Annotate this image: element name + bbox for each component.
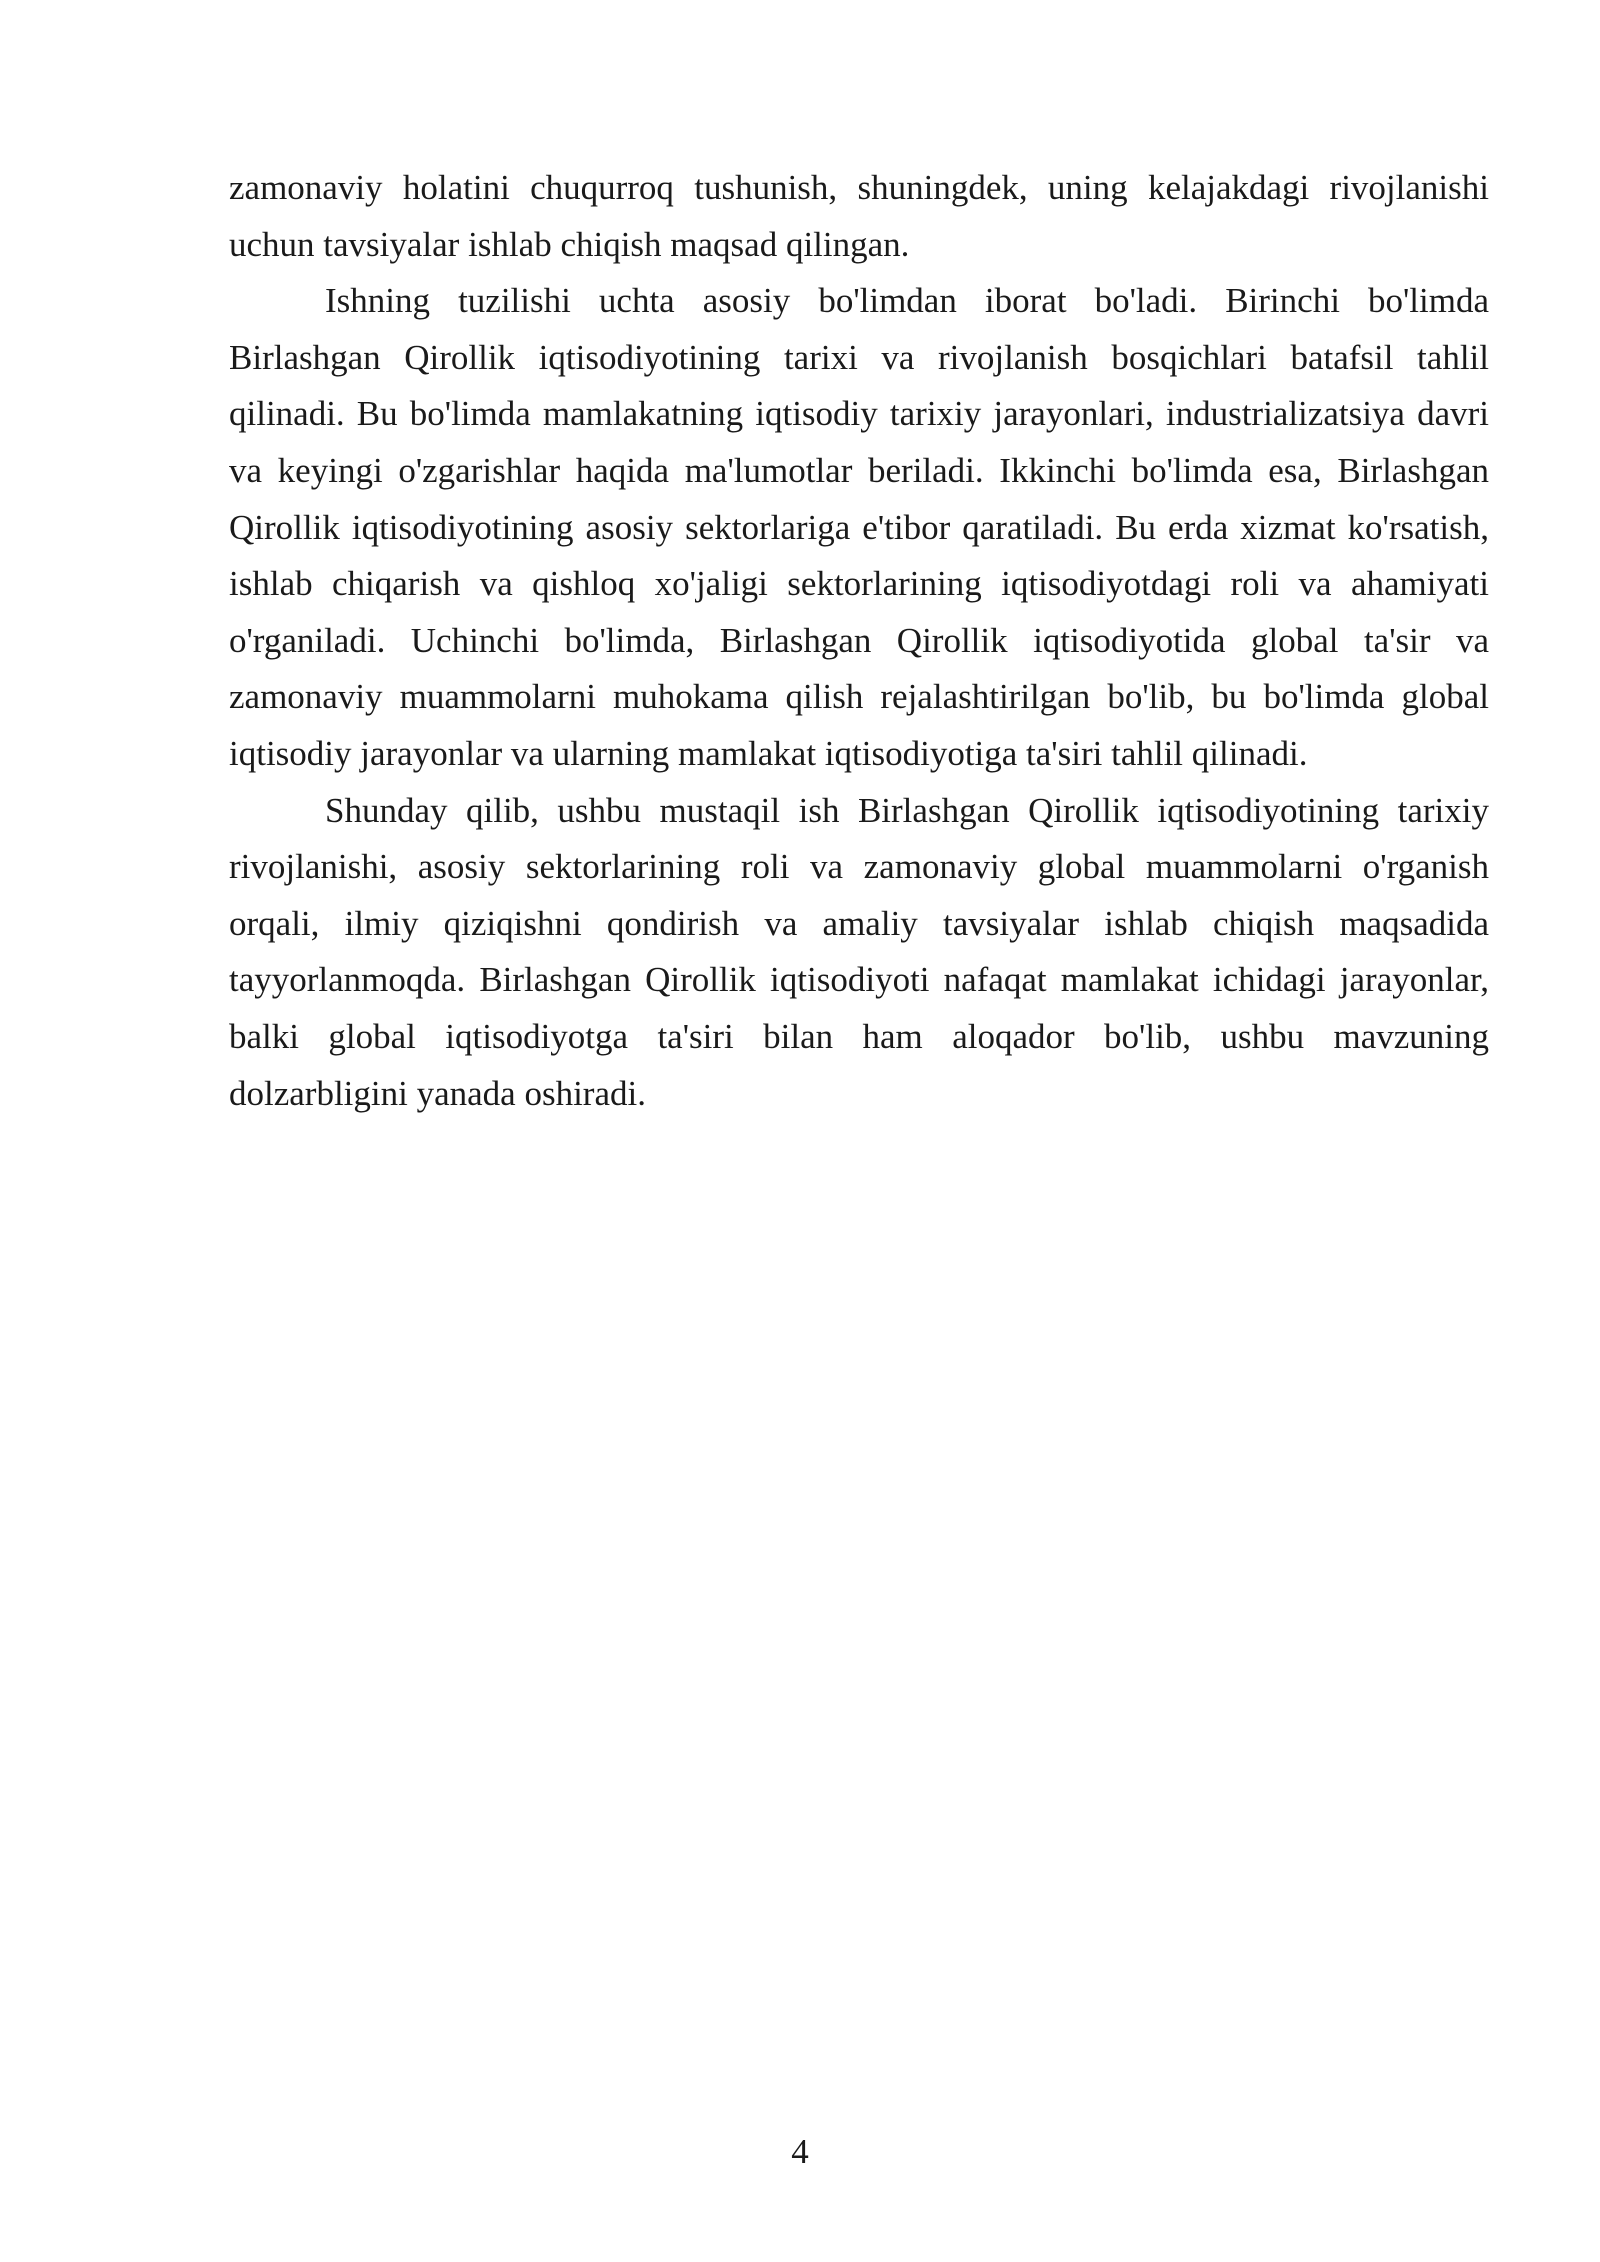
paragraph-work-structure: Ishning tuzilishi uchta asosiy bo'limdan iborat bo'ladi. Birinchi bo'limda Birlashgan Qirollik iqtisodiyotining tarixi va rivojlanish bosqichlari batafsil tahlil qilinadi. Bu bo'limda mamlakatning iqtisodiy tarixiy jarayonlari, industrializatsiya davri va keyingi o'zgarishlar haqida ma'lumotlar beriladi. Ikkinchi bo'limda esa, Birlashgan Qirollik iqtisodiyotining asosiy sektorlariga e'tibor qaratiladi. Bu erda xizmat ko'rsatish, ishlab chiqarish va qishloq xo'jaligi sektorlarining iqtisodiyotdagi roli va ahamiyati o'rganiladi. Uchinchi bo'limda, Birlashgan Qirollik iqtisodiyotida global ta'sir va zamonaviy muammolarni muhokama qilish rejalashtirilgan bo'lib, bu bo'limda global iqtisodiy jarayonlar va ularning mamlakat iqtisodiyotiga ta'siri tahlil qilinadi. [229,281,1489,773]
paragraph-continuation: zamonaviy holatini chuqurroq tushunish, shuningdek, uning kelajakdagi rivojlanishi uchun tavsiyalar ishlab chiqish maqsad qilingan. [229,168,1489,264]
body-text [229,160,1489,1122]
paragraph-conclusion: Shunday qilib, ushbu mustaqil ish Birlashgan Qirollik iqtisodiyotining tarixiy rivojlanishi, asosiy sektorlarining roli va zamonaviy global muammolarni o'rganish orqali, ilmiy qiziqishni qondirish va amaliy tavsiyalar ishlab chiqish maqsadida tayyorlanmoqda. Birlashgan Qirollik iqtisodiyoti nafaqat mamlakat ichidagi jarayonlar, balki global iqtisodiyotga ta'siri bilan ham aloqador bo'lib, ushbu mavzuning dolzarbligini yanada oshiradi. [229,790,1489,1113]
page-number: 4 [791,2132,809,2171]
